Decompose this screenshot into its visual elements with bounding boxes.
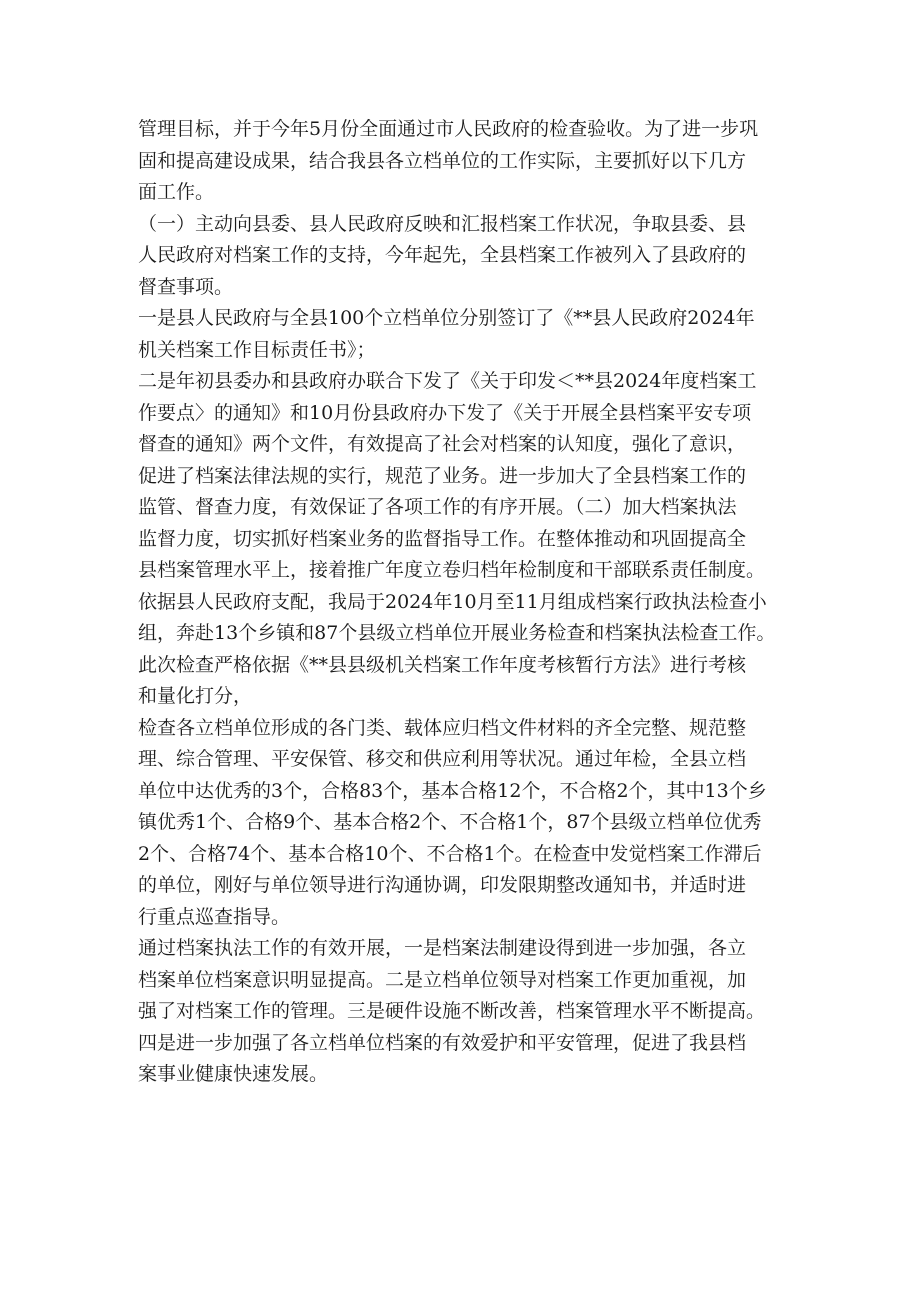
text-line: 固和提高建设成果，结合我县各立档单位的工作实际，主要抓好以下几方 [138,149,747,172]
text-line: 督查事项。 [138,275,234,298]
text-line: 镇优秀1个、合格9个、基本合格2个、不合格1个，87个县级立档单位优秀 [138,811,762,833]
text-line: 四是进一步加强了各立档单位档案的有效爱护和平安管理，促进了我县档 [138,1031,747,1054]
text-line: 档案单位档案意识明显提高。二是立档单位领导对档案工作更加重视，加 [138,968,747,991]
text-line: 机关档案工作目标责任书》； [138,338,376,361]
text-line: 组，奔赴13个乡镇和87个县级立档单位开展业务检查和档案执法检查工作。 [138,622,776,644]
text-line: 二是年初县委办和县政府办联合下发了《关于印发＜**县2024年度档案工 [138,370,757,392]
text-line: 面工作。 [138,181,215,203]
text-line: 监督力度，切实抓好档案业务的监督指导工作。在整体推动和巩固提高全 [138,527,747,550]
text-line: 依据县人民政府支配，我局于2024年10月至11月组成档案行政执法检查小 [138,590,767,613]
document-body [138,114,798,1091]
text-line: 人民政府对档案工作的支持，今年起先，全县档案工作被列入了县政府的 [138,244,747,266]
text-line: 监管、督查力度，有效保证了各项工作的有序开展。（二）加大档案执法 [138,496,737,518]
text-line: 此次检查严格依据《**县县级机关档案工作年度考核暂行方法》进行考核 [138,653,747,676]
text-line: 理、综合管理、平安保管、移交和供应利用等状况。通过年检，全县立档 [138,748,747,770]
text-line: 检查各立档单位形成的各门类、载体应归档文件材料的齐全完整、规范整 [138,716,747,739]
text-line: 的单位，刚好与单位领导进行沟通协调，印发限期整改通知书，并适时进 [138,874,747,896]
text-line: 县档案管理水平上，接着推广年度立卷归档年检制度和干部联系责任制度。 [138,559,766,581]
text-line: 管理目标，并于今年5月份全面通过市人民政府的检查验收。为了进一步巩 [138,118,759,140]
text-line: 促进了档案法律法规的实行，规范了业务。进一步加大了全县档案工作的 [138,464,747,487]
text-line: 案事业健康快速发展。 [138,1063,329,1085]
text-line: 单位中达优秀的3个，合格83个，基本合格12个，不合格2个，其中13个乡 [138,779,767,802]
text-line: 和量化打分， [138,685,253,707]
text-line: 2个、合格74个、基本合格10个、不合格1个。在检查中发觉档案工作滞后 [138,842,762,865]
text-line: （一）主动向县委、县人民政府反映和汇报档案工作状况，争取县委、县 [138,212,747,235]
text-line: 督查的通知》两个文件，有效提高了社会对档案的认知度，强化了意识， [138,433,747,455]
text-line: 行重点巡查指导。 [138,905,291,928]
text-line: 通过档案执法工作的有效开展，一是档案法制建设得到进一步加强，各立 [138,937,747,959]
text-line: 作要点〉的通知》和10月份县政府办下发了《关于开展全县档案平安专项 [138,401,752,424]
text-line: 强了对档案工作的管理。三是硬件设施不断改善，档案管理水平不断提高。 [138,1000,766,1022]
text-line: 一是县人民政府与全县100个立档单位分别签订了《**县人民政府2024年 [138,307,755,329]
